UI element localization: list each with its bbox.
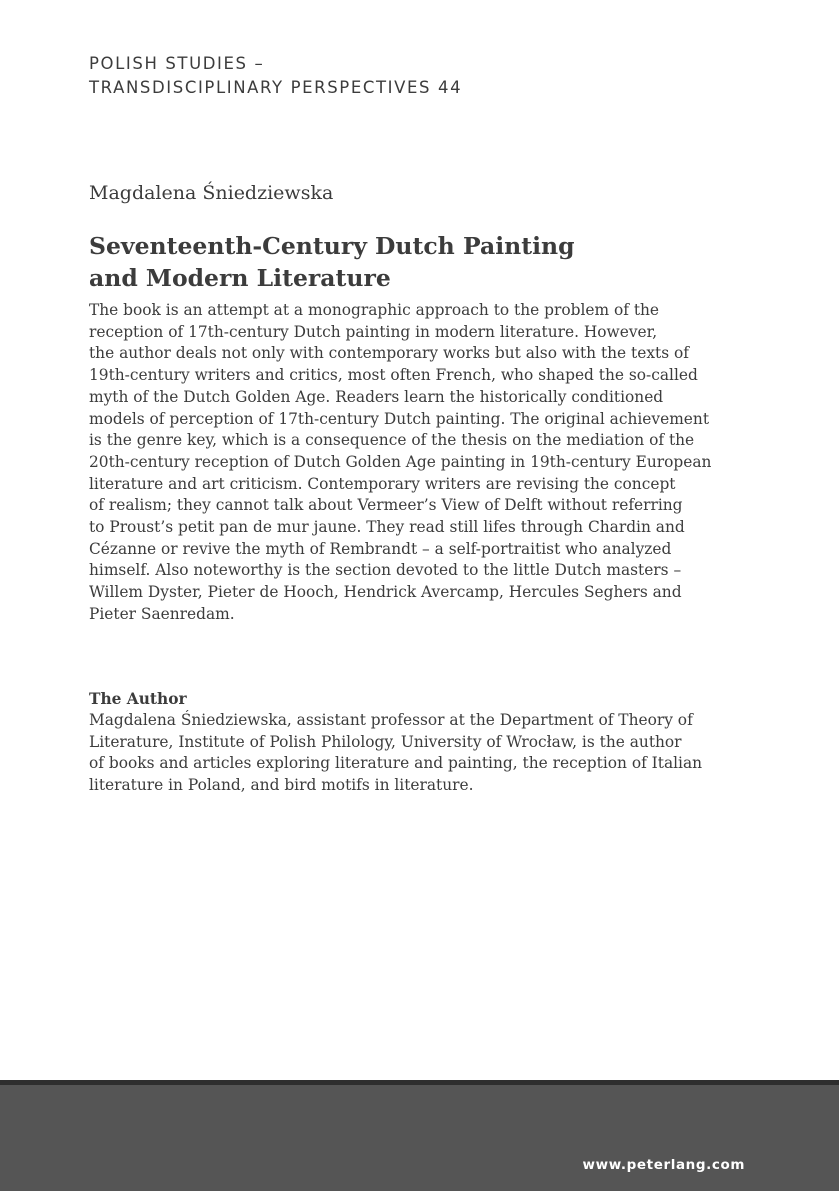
publisher-url[interactable]: www.peterlang.com	[582, 1157, 745, 1173]
about-author-text	[89, 710, 702, 797]
about-author-heading: The Author	[89, 690, 187, 708]
about-line: of books and articles exploring literature and painting, the reception of Italian	[89, 754, 703, 773]
title-line: and Modern Literature	[89, 264, 391, 292]
footer-band	[0, 1080, 839, 1191]
series-line: POLISH STUDIES –	[89, 54, 265, 73]
author-name: Magdalena Śniedziewska	[89, 182, 334, 204]
abstract-line: The book is an attempt at a monographic approach to the problem of the	[89, 301, 660, 319]
about-line: Magdalena Śniedziewska, assistant professor at the Department of Theory of	[89, 711, 693, 729]
abstract-line: 19th-century writers and critics, most often French, who shaped the so-called	[89, 366, 698, 385]
abstract-line: Cézanne or revive the myth of Rembrandt – a self-portraitist who analyzed	[89, 539, 672, 558]
abstract-line: to Proust’s petit pan de mur jaune. They read still lifes through Chardin and	[89, 518, 685, 537]
abstract-line: literature and art criticism. Contemporary writers are revising the concept	[89, 474, 676, 493]
abstract-line: Willem Dyster, Pieter de Hooch, Hendrick Avercamp, Hercules Seghers and	[89, 583, 682, 602]
abstract-line: Pieter Saenredam.	[89, 604, 235, 623]
title-line: Seventeenth-Century Dutch Painting	[89, 232, 575, 260]
series-line: TRANSDISCIPLINARY PERSPECTIVES 44	[89, 78, 463, 97]
abstract-line: of realism; they cannot talk about Vermeer’s View of Delft without referring	[89, 496, 683, 515]
abstract-line: 20th-century reception of Dutch Golden Age painting in 19th-century European	[89, 452, 712, 471]
about-line: literature in Poland, and bird motifs in literature.	[89, 776, 474, 795]
abstract	[89, 300, 739, 626]
abstract-line: myth of the Dutch Golden Age. Readers learn the historically conditioned	[89, 387, 664, 406]
series-title	[89, 52, 462, 100]
book-title	[89, 230, 575, 294]
abstract-line: the author deals not only with contemporary works but also with the texts of	[89, 344, 689, 363]
abstract-line: is the genre key, which is a consequence of the thesis on the mediation of the	[89, 431, 695, 450]
abstract-line: reception of 17th-century Dutch painting in modern literature. However,	[89, 322, 658, 341]
abstract-line: himself. Also noteworthy is the section devoted to the little Dutch masters –	[89, 561, 682, 580]
about-line: Literature, Institute of Polish Philology, University of Wrocław, is the author	[89, 732, 682, 751]
abstract-line: models of perception of 17th-century Dutch painting. The original achievement	[89, 409, 709, 428]
